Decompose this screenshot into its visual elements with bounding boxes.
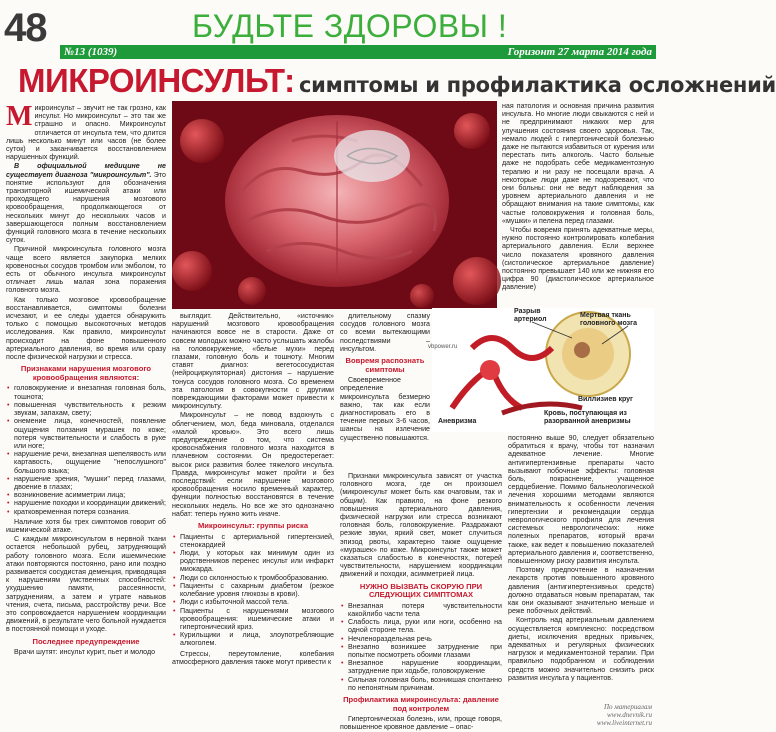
paragraph: Чтобы вовремя принять адекватные меры, нужно постоянно контролировать колебания артериального давления. Если верхнее число показателя кровяного давления (систолическое артериальное давление) постоянно превышает 140 или же нижняя его цифра 90 (диастолическое артериальное давление) (502, 226, 654, 292)
list-item: • Внезапно возникшее затруднение при попытке посмотреть обоими глазами (348, 643, 502, 659)
list-item: • Внезапная потеря чувствительности какойлибо части тела (348, 602, 502, 618)
label-dead-tissue: Мертвая ткань головного мозга (580, 312, 637, 327)
watermark-line: www.liveinternet.ru (596, 719, 652, 727)
list-item: • онемение лица, конечностей, появление ощущения ползания мурашек по коже; потеря чувствительности и слабость в руке или ноге; (14, 417, 166, 450)
list-item: • Пациенты с нарушениями мозгового кровообращения: ишемические атаки и гипертонический криз. (180, 607, 334, 632)
section-heading: Вовремя распознать симптомы (345, 356, 425, 374)
paragraph: выглядит. Действительно, «источник» нарушений мозгового кровообращения начинаются вовсе не в старости. Даже от совсем молодых можно часто услышать жалобы на головокружение, «белые мухи» перед глазами, головную боль и тошноту. Многим ставят диагноз: вегетососудистая (нейроциркуляторная) дистония – нарушение тонуса сосудов головного мозга. Со временем эта патология в совокупности с другими повреждающими факторами может привести к микроинсульту. (172, 312, 334, 411)
column-2 (172, 312, 334, 728)
section-heading: Признаками нарушения мозгового кровообращения являются: (20, 364, 152, 382)
list-item: • Слабость лица, руки или ноги, особенно на одной стороне тела. (348, 618, 502, 634)
emergency-list (340, 602, 502, 692)
paragraph: постоянно выше 90, следует обязательно обратиться к врачу, чтобы тот назначил адекватное лечение. Многие антигипертензивные препараты часто вызывают побочные эффекты: головная боль, покраснение, учащенное сердцебиение. Помимо бальнеологической лечения хорошими методами являются внимательность к особенности лечения гипертензии и рекомендации сердца неврологического профиля для лечения системных неврологических: ниже полезных препаратов, который врачи также, как ведет к повышению показателей артериального давления и, соответственно, повышенному риску развития инсульта. (508, 434, 654, 566)
aneurysm-diagram (432, 308, 654, 432)
list-item: • повышенная чувствительность к резким звукам, запахам, свету; (14, 401, 166, 417)
article-title-main: МИКРОИНСУЛЬТ: (18, 62, 295, 99)
paragraph: Причиной микроинсульта головного мозга чаще всего является закупорка мелких кровеносных сосудов тромбом или эмболом, то есть от обычного инсульта микроинсульт отличает лишь малая зона поражения головного мозга. (6, 245, 166, 295)
list-item: • Люди, у которых как минимум один из родственников перенес инсульт или инфаркт миокарда. (180, 549, 334, 574)
paragraph: Врачи шутят: инсульт курит, пьет и молодо (14, 648, 156, 657)
issue-number: №13 (1039) (64, 46, 118, 58)
paragraph: Контроль над артериальным давлением осуществляется комплексно: посредством диеты, исключения вредных привычек, адекватных и регулярных физических нагрузок и медикаментозной терапии. При правильно подобранном и соблюдении средств можно значительно снизить риск развития инсульта у пациентов. (508, 616, 654, 682)
column-3-lower (340, 472, 502, 732)
paragraph: Стрессы, переутомление, колебания атмосферного давления также могут привести к (172, 649, 334, 666)
label-arteriole-rupture: Разрыв артериол (514, 308, 547, 323)
paragraph: Наличие хотя бы трех симптомов говорит об ишемической атаке. (6, 517, 166, 534)
brain-illustration (172, 101, 497, 309)
list-item: • Пациенты с сахарным диабетом (резкое колебание уровня глюкозы в крови). (180, 582, 334, 598)
list-item: • головокружение и внезапная головная боль, тошнота; (14, 384, 166, 400)
source-watermark (597, 703, 652, 727)
paragraph (6, 101, 166, 162)
article-title-sub: симптомы и профилактика осложнений (299, 73, 776, 97)
list-item: • Пациенты с артериальной гипертензией, стенокардией (180, 533, 334, 549)
article-title (18, 62, 776, 98)
paragraph: Признаки микроинсульта зависят от участка головного мозга, где он произошел (микроинсульт может быть как очаговым, так и общим). Как правило, на фоне резкого повышения артериального давления, физической нагрузки или стресса возникают головная боль, головокружение. Раздражают резкие звуки, яркий свет, может случиться эпизод рвоты, характерно также ощущение «мурашек» по коже. Микроинсульт также может сказаться слабостью в конечностях, потерей чувствительности, нарушением координации движений и походки, асимметрией лица. (340, 472, 502, 579)
label-aneurysm: Аневризма (438, 418, 477, 425)
paragraph: Микроинсульт – не повод вздохнуть с облегчением, мол, беда миновала, отделался «малой кровью». Это всего лишь предупреждение о том, что система кровоснабжения головного мозга находится в плачевном состоянии. Он предостерегает: высок риск развития более тяжелого инсульта. Правда, микроинсульт может пройти и без последствий: если нарушение мозгового кровообращения носило временный характер, функции полностью восстановятся в течение нескольких недель. Но все же это однозначно набат: теперь нужно жить иначе. (172, 411, 334, 518)
label-willis-circle: Виллизиев круг (578, 396, 633, 403)
paragraph: Своевременное определение микроинсульта безмерно важно, так как если диагностировать его в течение первых 3-6 часов, шансы на излечение существенно повышаются. (340, 376, 430, 442)
watermark-line: www.dnevnik.ru (607, 711, 652, 719)
list-item: • Сильная головная боль, возникшая спонтанно по непонятным причинам. (348, 676, 502, 692)
section-heading: НУЖНО ВЫЗВАТЬ СКОРУЮ ПРИ СЛЕДУЮЩИХ СИМПТОМАХ (359, 581, 483, 600)
paragraph-text: Это понятие используют для обозначения транзиторной ишемической атаки или проходящего нарушения мозгового кровообращения, продолжающегося от нескольких минут до нескольких часов и завершающегося полным восстановлением функций головного мозга в течение нескольких суток. (6, 170, 166, 245)
column-1 (6, 101, 166, 728)
section-heading: Микроинсульт: группы риска (197, 521, 309, 531)
column-5 (508, 434, 654, 704)
list-item: • Внезапное нарушение координации, затруднение при ходьбе, головокружение (348, 659, 502, 675)
label-blood-flow: Кровь, поступающая из разорванной аневризмы (544, 410, 631, 425)
paragraph: Как только мозговое кровообращение восстанавливается, симптомы болезни исчезают, и ее следы удается обнаружить только с помощью высокоточных методов исследования. Как правило, микроинсульт происходит на фоне повышенного артериального давления, во время или сразу после физической нагрузки и стресса. (6, 295, 166, 362)
watermark-line: По материалам (603, 703, 652, 711)
paragraph: ная патология и основная причина развития инсульта. Но многие люди свыкаются с ней и не предпринимают никаких мер для улучшения состояния своего здоровья. Так, немало людей с гипертонической болезнью даже не пытаются избавиться от курения или перестать пить алкоголь. Часто больные даже не подобрать себе медикаментозную терапию и ни разу не посещали врача. А некоторые люди даже не подозревают, что они больны: они не ведут наблюдения за уровнем артериального давления и не обращают внимания на такие симптомы, как частые головокружения и головная боль, «мушки» и пелена перед глазами. (502, 102, 654, 225)
dropcap: М (6, 101, 33, 132)
paragraph: Поэтому предпочтение в назначении лекарств против повышенного кровяного давления (антигипертензивных средств) должно отдаваться новым препаратам, так как они оказывают значительно меньше и реже побочных действий. (508, 566, 654, 616)
paragraph: длительному спазму сосудов головного мозга со всеми вытекающими последствиями – инсультом. (340, 312, 430, 353)
symptom-list (6, 384, 166, 515)
list-item: • Курильщики и лица, злоупотребляющие алкоголем. (180, 631, 334, 647)
risk-group-list (172, 533, 334, 648)
column-4 (502, 102, 654, 306)
paper-date: Горизонт 27 марта 2014 года (507, 46, 652, 58)
section-heading: Профилактика микроинсульта: давление под контролем (343, 695, 499, 713)
list-item: • нарушение зрения, "мушки" перед глазами, двоение в глазах; (14, 475, 166, 491)
page-number: 48 (4, 6, 47, 50)
paragraph: Гипертоническая болезнь, или, проще говоря, повышенное кровяное давление – опас- (340, 715, 502, 732)
list-item: • кратковременная потеря сознания. (14, 508, 166, 516)
rubric-title: БУДЬТЕ ЗДОРОВЫ ! (192, 8, 508, 44)
brain-svg (172, 101, 497, 309)
image-credit: vbpower.ru (428, 344, 458, 350)
bold-lead: В официальной медицине не существует диагноза "микроинсульт". (6, 162, 166, 179)
list-item: • Люди со склонностью к тромбообразованию. (180, 574, 334, 582)
list-item: • возникновение асимметрии лица; (14, 491, 166, 499)
section-heading: Последнее предупреждение (32, 636, 140, 646)
list-item: • Люди с избыточной массой тела. (180, 598, 334, 606)
list-item: • Нечленораздельная речь (348, 635, 502, 643)
list-item: • нарушение походки и координации движений; (14, 499, 166, 507)
column-3-upper (340, 312, 430, 472)
paragraph-text: икроинсульт – звучит не так грозно, как инсульт. Но микроинсульт – это так же страшно и опасно. Микроинсульт отличается от инсульта тем, что длится лишь несколько минут или часов (не более суток) и заканчивается восстановлением нарушенных функций. (6, 104, 166, 162)
list-item: • нарушение речи, внезапная шепелявость или картавость, ощущение "непослушного" большого языка; (14, 450, 166, 475)
paragraph (6, 162, 166, 244)
paragraph: С каждым микроинсультом в нервной ткани остается небольшой рубец, затрудняющий работу головного мозга. Если ишемические атаки повторяются постоянно, рано или поздно развивается сосудистая деменция, приводящая к нарушениям умственных способностей: ухудшению памяти, рассеянности, затруднениям, а затем и утрате навыков чтения, счета, письма, расстройству речи. Все это сопровождается нарушением координации движений, в результате чего больной нуждается в постоянной помощи и уходе. (6, 535, 166, 634)
